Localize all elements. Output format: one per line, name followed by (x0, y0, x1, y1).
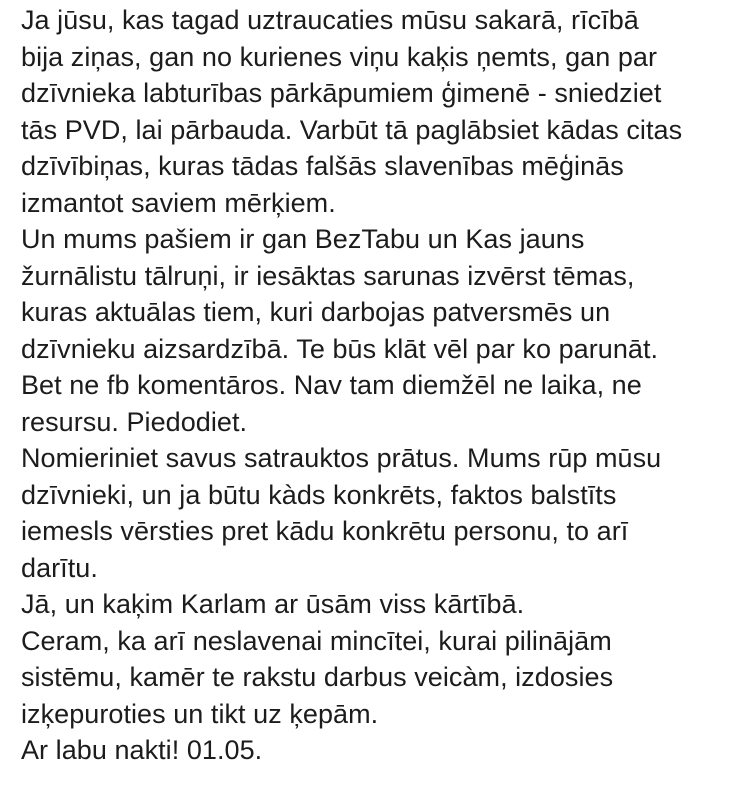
post-line: dzīvnieki, un ja būtu kàds konkrēts, faktos balstīts (21, 479, 617, 510)
post-line: Un mums pašiem ir gan BezTabu un Kas jauns (21, 224, 585, 254)
post-line: iemesls vērsties pret kādu konkrētu personu, to arī (21, 516, 629, 546)
post-line: dzīvībiņas, kuras tādas falšās slavenības mēģinās (21, 151, 624, 181)
post-line: bija ziņas, gan no kurienes viņu kaķis ņemts, gan par (21, 41, 658, 72)
post-line: tās PVD, lai pārbauda. Varbūt tā paglābsiet kādas citas (21, 114, 683, 145)
post-text (21, 2, 736, 769)
post-line: dzīvnieka labturības pārkāpumiem ģimenē - sniedziet (21, 78, 662, 108)
post-line: kuras aktuālas tiem, kuri darbojas patversmēs un (21, 297, 611, 327)
post-line: Nomieriniet savus satrauktos prātus. Mums rūp mūsu (21, 443, 662, 473)
post-line: izķepuroties un tikt uz ķepām. (21, 698, 379, 729)
post-line: darītu. (21, 552, 98, 583)
post-line: Jā, un kaķim Karlam ar ūsām viss kārtībā. (21, 589, 525, 619)
post-line: Ja jūsu, kas tagad uztraucaties mūsu sakarā, rīcībā (21, 5, 639, 35)
post-line: Ar labu nakti! 01.05. (21, 735, 263, 765)
post-line: resursu. Piedodiet. (21, 406, 248, 437)
post-line: žurnālistu tālruņi, ir iesāktas sarunas izvērst tēmas, (21, 260, 635, 291)
post-line: izmantot saviem mērķiem. (21, 187, 336, 218)
post-line: dzīvnieku aizsardzībā. Te būs klāt vēl par ko parunāt. (21, 333, 659, 364)
post-line: Ceram, ka arī neslavenai mincītei, kurai pilinājām (21, 625, 612, 656)
post-line: sistēmu, kamēr te rakstu darbus veicàm, izdosies (21, 662, 614, 692)
post-line: Bet ne fb komentāros. Nav tam diemžēl ne laika, ne (21, 370, 642, 400)
